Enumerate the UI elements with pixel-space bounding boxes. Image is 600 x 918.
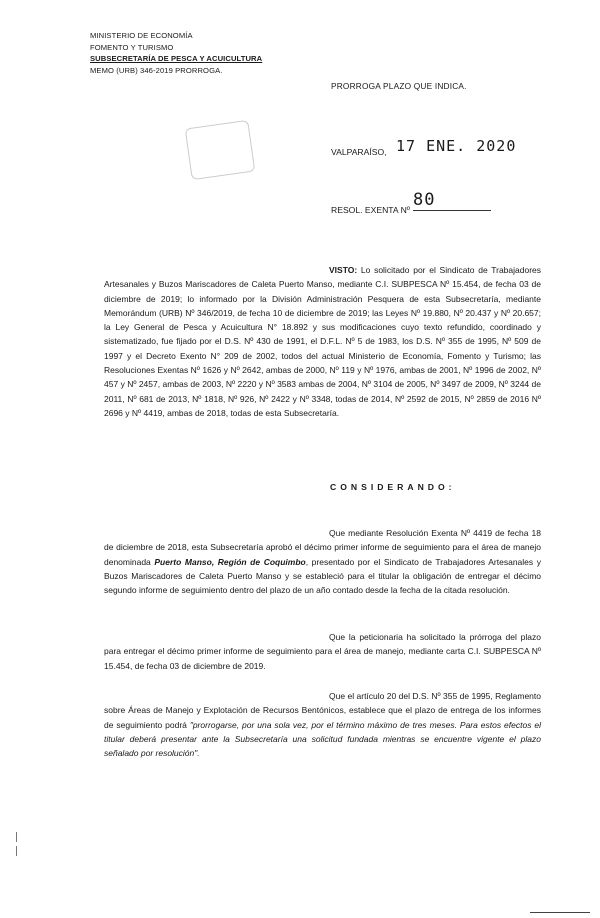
place-label: VALPARAÍSO, [331,147,387,157]
considerando-paragraph-3 [104,689,541,760]
considerando-paragraph-1 [104,526,541,597]
para3-quote: "prorrogarse, por una sola vez, por el término máximo de tres meses. Para estos efectos el titular deberá presentar ante la Subsecretaría una solicitud fundada mientras se encuentre vigente el plazo señalado por resolución". [104,719,541,759]
date-stamp: 17 ENE. 2020 [396,137,517,155]
scan-mark [16,832,17,842]
considerando-heading: CONSIDERANDO: [330,482,456,492]
header-ministry-sub: FOMENTO Y TURISMO [90,42,174,52]
resolution-label: RESOL. EXENTA Nº [331,205,410,215]
ministry-header [90,30,262,76]
para1-area-name: Puerto Manso, Región de Coquimbo [154,556,306,567]
resolution-number: 80 [413,190,436,210]
visto-text: Lo solicitado por el Sindicato de Trabajadores Artesanales y Buzos Mariscadores de Caleta Puerto Manso, mediante C.I. SUBPESCA Nº 15.454, de fecha 03 de diciembre de 2019; lo informado por la División Administración Pesquera de esta Subsecretaría, mediante Memorándum (URB) Nº 346/2019, de fecha 10 de diciembre de 2019; las Leyes Nº 19.880, Nº 20.437 y Nº 20.657; la Ley General de Pesca y Acuicultura N° 18.892 y sus modificaciones cuyo texto refundido, coordinado y sistematizado, fue fijado por el D.S. Nº 430 de 1991, el D.F.L. Nº 5 de 1983, los D.S. Nº 355 de 1995, Nº 509 de 1997 y el Decreto Exento N° 209 de 2002, todos del actual Ministerio de Economía, Fomento y Turismo; las Resoluciones Exentas Nº 1626 y Nº 2642, ambas de 2000, Nº 119 y Nº 1976, ambas de 2001, Nº 1996 de 2002, Nº 457 y Nº 2457, ambas de 2003, Nº 2220 y Nº 3583 ambas de 2004, Nº 3104 de 2005, Nº 3497 de 2009, Nº 3244 de 2011, Nº 681 de 2013, Nº 1818, Nº 926, Nº 2422 y Nº 3348, todas de 2014, Nº 2592 de 2015, Nº 2859 de 2016 Nº 2696 y Nº 4419, ambas de 2018, todas de esta Subsecretaría. [104,265,541,418]
para1-pre: Que mediante Resolución Exenta Nº 4419 de fecha 18 de diciembre de 2018, esta Subsecretaría aprobó el décimo primer informe de seguimiento para el área de manejo denominada [104,528,541,567]
header-ministry: MINISTERIO DE ECONOMÍA [90,31,193,40]
header-memo: MEMO (URB) 346-2019 PRORROGA. [90,65,223,75]
visto-label: VISTO: [329,265,358,275]
footer-rule [530,912,590,913]
visto-paragraph [104,263,541,420]
header-subsecretaria: SUBSECRETARÍA DE PESCA Y ACUICULTURA [90,54,263,64]
document-subject: PRORROGA PLAZO QUE INDICA. [331,81,467,91]
scan-mark [16,846,17,856]
considerando-paragraph-2: Que la peticionaria ha solicitado la prórroga del plazo para entregar el décimo primer informe de seguimiento para el área de manejo, mediante carta C.I. SUBPESCA Nº 15.454, de fecha 03 de diciembre de 2019. [104,632,541,671]
para3-pre: Que el artículo 20 del D.S. Nº 355 de 1995, Reglamento sobre Áreas de Manejo y Explotación de Recursos Bentónicos, establece que el plazo de entrega de los informes de seguimiento podrá [104,691,541,730]
para1-post: , presentado por el Sindicato de Trabajadores Artesanales y Buzos Mariscadores de Caleta Puerto Manso y se estableció para el titular la obligación de entregar el décimo segundo informe de seguimiento dentro del plazo de un año contado desde la fecha de la citada resolución. [104,556,541,596]
faded-stamp [185,120,256,180]
resolution-underline [413,210,491,211]
